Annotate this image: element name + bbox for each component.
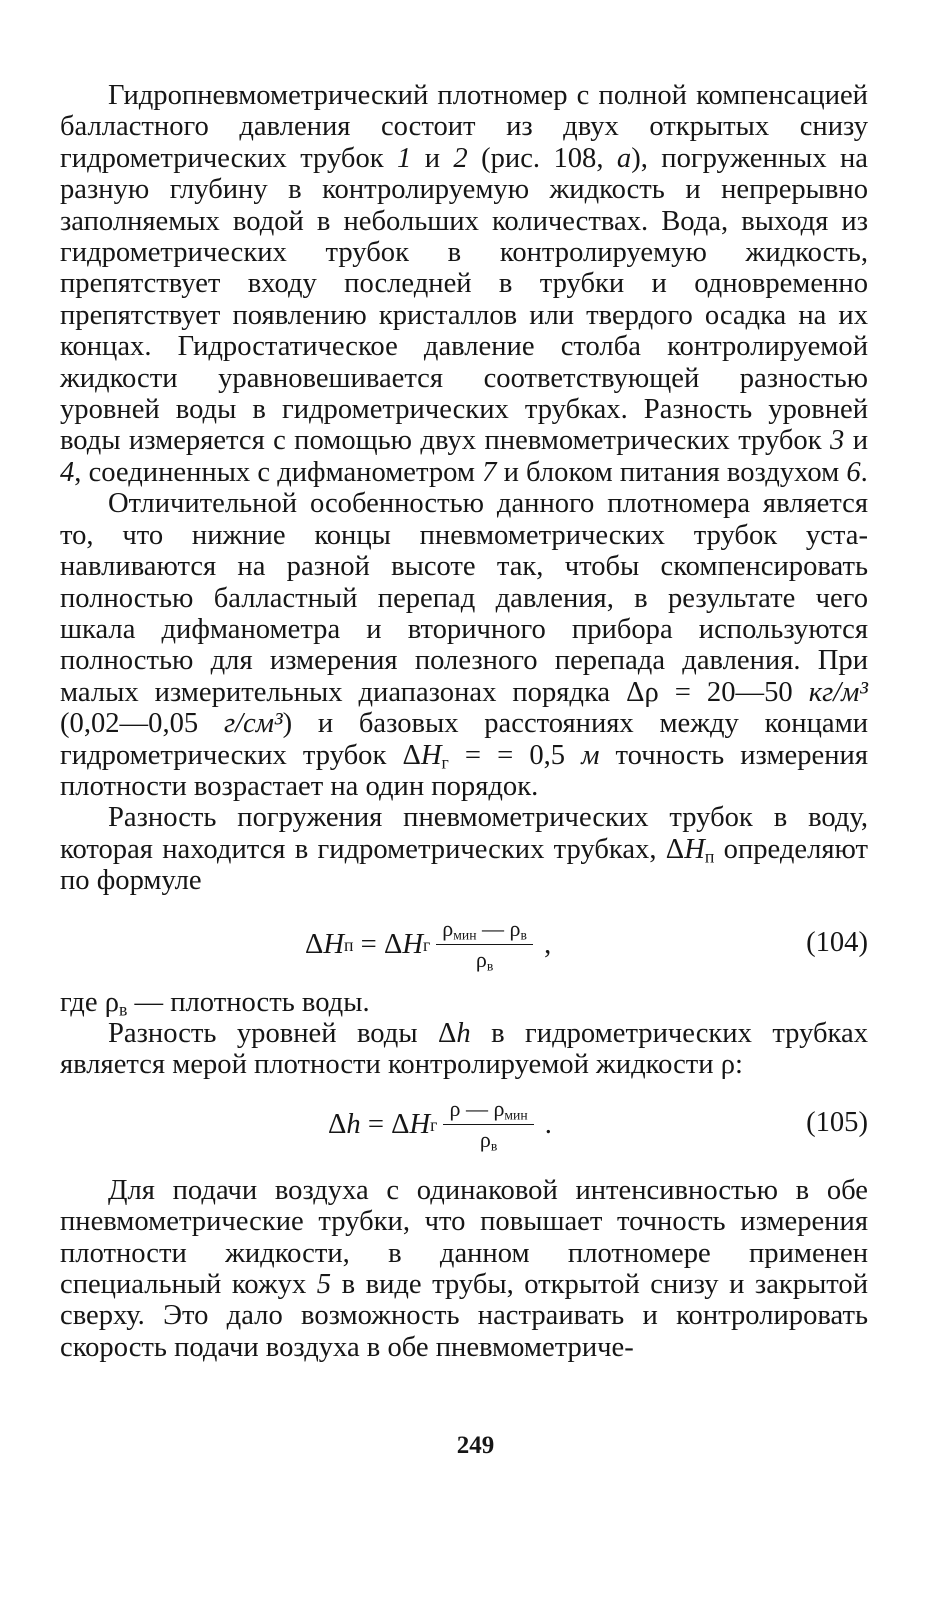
formula-105-equals: = <box>360 1108 392 1140</box>
text-segment: . <box>860 456 868 488</box>
formula-104-tail: , <box>536 928 552 960</box>
formula-104 <box>60 903 868 987</box>
formula-105-num-op: — <box>460 1096 494 1122</box>
formula-104-num-a: ρ <box>442 916 454 942</box>
formula-104-den-sub: в <box>486 958 494 974</box>
paragraph-1 <box>60 80 868 488</box>
text-segment: и <box>411 142 454 174</box>
text-segment: Для подачи воздуха с одинаковой интенсивностью в обе пневмометрические трубки, что повышает точность измерения плотности жидкости, в данном плотномере применен специальный кожух <box>60 1174 868 1300</box>
text-segment: а <box>616 142 632 174</box>
formula-105-numerator <box>443 1096 533 1122</box>
text-segment: Разность уровней воды Δ <box>108 1017 457 1049</box>
formula-105-fraction-bar <box>443 1124 533 1125</box>
formula-104-expression: Δ H п = Δ H г $\frac{\rho_{мин} — \rho_в}{\rho_в}$ , <box>305 916 552 974</box>
formula-105-num-b-sub: мин <box>504 1107 528 1123</box>
text-segment: и блоком питания воздухом <box>496 456 847 488</box>
text-segment: H <box>420 739 442 771</box>
text-segment: 1 <box>397 142 412 174</box>
paragraph-4 <box>60 1018 868 1081</box>
text-segment: в гидрометрических трубках является мерой плотности контролируемой жидкости ρ: <box>60 1017 868 1081</box>
text-segment: определяют по формуле <box>60 833 868 897</box>
text-segment: где ρ <box>60 986 119 1018</box>
formula-104-lhs-delta: Δ <box>305 928 324 960</box>
text-segment: (0,02—0,05 <box>60 708 224 740</box>
text-segment: и <box>844 425 868 457</box>
text-segment: 6 <box>846 456 861 488</box>
text-segment: 4 <box>60 456 75 488</box>
text-segment: п <box>704 846 715 867</box>
text-segment: м <box>581 739 600 771</box>
formula-105-lhs-var: h <box>346 1108 361 1140</box>
text-segment: в виде трубы, открытой снизу и закрытой сверху. Это дало возможность настраивать и контролировать скорость подачи воздуха в обе пневмометриче- <box>60 1269 869 1363</box>
paragraph-3 <box>60 802 868 896</box>
text-segment: h <box>456 1017 471 1049</box>
text-segment: , соединенных с дифманометром <box>74 456 483 488</box>
formula-104-num-b-sub: в <box>520 927 527 943</box>
paragraph-2 <box>60 488 868 802</box>
formula-104-rhs-var: H <box>402 928 424 960</box>
formula-105 <box>60 1083 868 1167</box>
formula-104-fraction-bar <box>436 944 533 945</box>
paragraph-5 <box>60 1175 868 1363</box>
formula-104-den: ρ <box>475 947 487 973</box>
formula-104-fraction <box>436 916 533 973</box>
text-segment: Отличительной особенностью данного плотномера является то, что нижние концы пневмометрических трубок устанавливаются на разной высоте так, чтобы скомпенсировать полностью балластный перепад давления, в результате чего шкала дифманометра и вторичного прибора используются полностью для измерения полезного перепада давления. При малых измерительных диапазонах порядка Δρ = 20—50 <box>60 488 868 708</box>
formula-105-den-sub: в <box>490 1138 498 1154</box>
formula-105-rhs-var: H <box>409 1108 431 1140</box>
formula-105-fraction <box>443 1096 533 1153</box>
formula-104-equals: = <box>353 928 384 960</box>
formula-105-num-a: ρ <box>449 1096 461 1122</box>
page-number: 249 <box>456 1432 495 1459</box>
formula-104-num-b: ρ <box>509 916 521 942</box>
equation-number-104: (104) <box>806 926 868 958</box>
text-segment: H <box>684 833 705 865</box>
text-segment: в <box>118 998 128 1019</box>
text-segment: Разность погружения пневмометрических трубок в воду, которая находится в гидрометрических трубках, Δ <box>60 802 868 865</box>
formula-105-expression: Δ h = Δ H г $\frac{\rho — \rho_{мин}}{\rho_в}$ . <box>328 1096 552 1154</box>
text-segment: г/см³ <box>223 708 283 740</box>
text-segment: г <box>441 751 449 772</box>
where-line <box>60 987 868 1018</box>
text-segment: точность измерения плотности возрастает на один порядок. <box>60 739 868 802</box>
formula-105-num-b: ρ <box>493 1096 505 1122</box>
equation-number-105: (105) <box>806 1106 868 1138</box>
formula-104-lhs-var: H <box>323 928 345 960</box>
page-body <box>60 80 868 1363</box>
formula-104-rhs-delta: Δ <box>383 928 403 960</box>
text-segment: 3 <box>830 425 845 457</box>
text-segment: (рис. 108, <box>467 142 617 174</box>
text-segment: Гидропневмометрический плотномер с полной компенсацией балластного давления состоит из двух открытых снизу гидрометрических трубок <box>60 80 868 174</box>
text-segment: кг/м³ <box>808 676 868 708</box>
text-segment: 5 <box>316 1269 332 1300</box>
formula-104-numerator <box>436 916 533 942</box>
formula-105-den: ρ <box>479 1127 491 1153</box>
formula-105-lhs-delta: Δ <box>328 1108 347 1140</box>
formula-105-rhs-delta: Δ <box>391 1108 410 1140</box>
text-segment: 7 <box>482 456 497 488</box>
text-segment: ), погруженных на разную глубину в контролируемую жидкость и непрерывно заполняемых водой в небольших количествах. Вода, выходя из гидрометрических трубок в контролируемую жидкость, препятствует входу последней в трубки и одновременно препятствует появлению кристаллов или твердого осадка на их концах. Гидростатическое давление столба контролируемой жидкости уравновешивается соответствующей разностью уровней воды в гидрометрических трубках. Разность уровней воды измеряется с помощью двух пневмометрических трубок <box>60 142 868 457</box>
formula-105-denominator <box>474 1127 503 1153</box>
formula-104-num-a-sub: мин <box>453 927 477 943</box>
formula-105-tail: . <box>537 1108 552 1140</box>
text-segment: 2 <box>453 142 468 174</box>
text-segment: = = 0,5 <box>448 739 582 771</box>
formula-104-denominator <box>470 947 499 973</box>
formula-104-num-op: — <box>476 916 510 942</box>
text-segment: ) и базовых расстояниях между концами гидрометрических трубок Δ <box>60 708 868 771</box>
text-segment: — плотность воды. <box>127 986 370 1018</box>
